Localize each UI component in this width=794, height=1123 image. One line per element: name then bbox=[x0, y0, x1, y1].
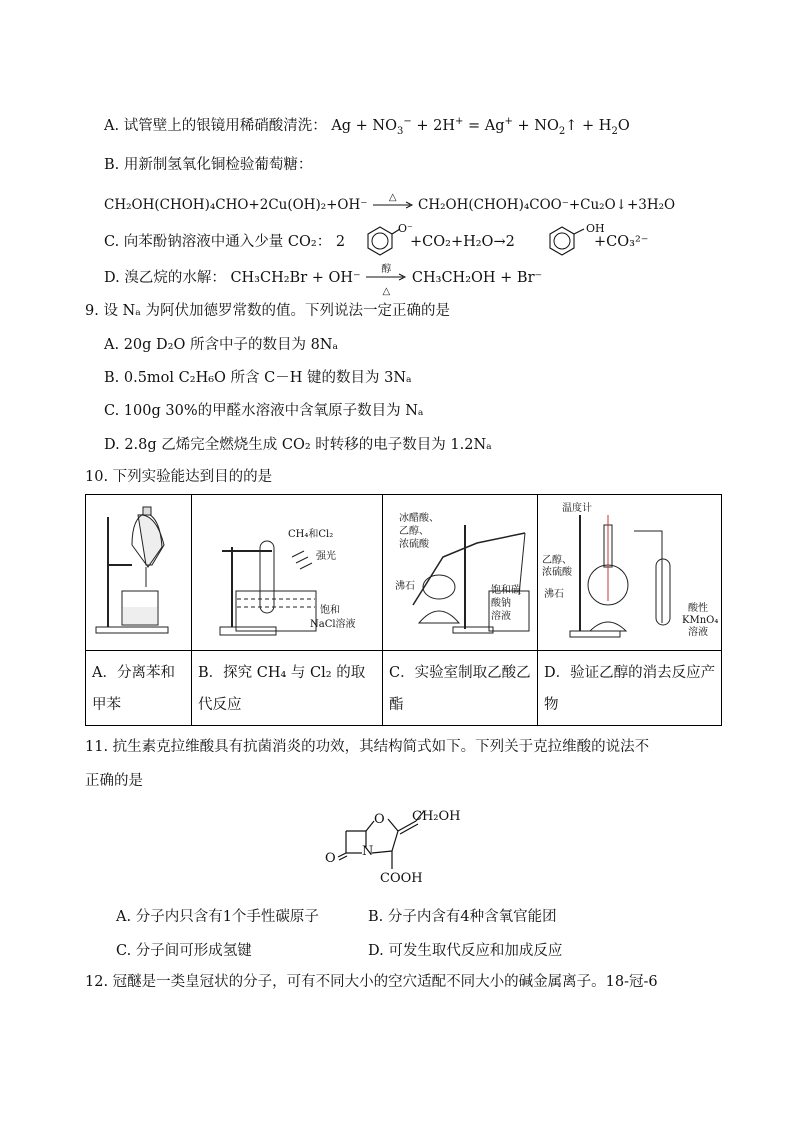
cell-d-label-4: 沸石 bbox=[544, 589, 564, 600]
struct-n-atom: N bbox=[362, 844, 374, 859]
cell-b-label-nacl: NaCl溶液 bbox=[310, 619, 356, 630]
q9-option-c: C. 100g 30%的甲醛水溶液中含氧原子数目为 Nₐ bbox=[104, 403, 424, 419]
cell-d-label-7: 溶液 bbox=[688, 627, 708, 638]
q11-option-c: C. 分子间可形成氢键 bbox=[116, 943, 252, 959]
cell-c-picture bbox=[383, 495, 538, 651]
q8-b-equation bbox=[104, 191, 676, 216]
phenol-oh-label: OH bbox=[586, 222, 605, 235]
phenoxide-ring-icon bbox=[358, 222, 402, 262]
q11-stem-line2: 正确的是 bbox=[85, 773, 143, 789]
q11-stem-line1: 11. 抗生素克拉维酸具有抗菌消炎的功效，其结构简式如下。下列关于克拉维酸的说法不 bbox=[85, 739, 650, 755]
cell-d-label-6: KMnO₄ bbox=[682, 615, 719, 626]
struct-ch2oh: CH₂OH bbox=[412, 809, 461, 824]
q8-a-equation: $Ag + NO_3^- + 2H^+ = Ag^+$ + $NO_2↑ + H_2O$ bbox=[331, 116, 630, 137]
q8-d-rhs: CH₃CH₂OH + Br⁻ bbox=[411, 270, 543, 286]
q9-option-b: B. 0.5mol C₂H₆O 所含 C－H 键的数目为 3Nₐ bbox=[104, 370, 412, 386]
cell-c-label-5: 饱和碳 bbox=[491, 585, 521, 596]
q8-c-end: +CO₃²⁻ bbox=[594, 234, 649, 250]
arrow-icon bbox=[365, 272, 407, 282]
q8-c-prefix: C. 向苯酚钠溶液中通入少量 CO₂： bbox=[104, 234, 332, 250]
q11-option-b: B. 分子内含有4种含氧官能团 bbox=[368, 909, 557, 925]
cell-d-label-2: 乙醇、 bbox=[542, 555, 572, 566]
q8-b-prefix: B. 用新制氢氧化铜检验葡萄糖： bbox=[104, 157, 313, 173]
cell-d-picture bbox=[538, 495, 722, 651]
cell-a-caption: A．分离苯和甲苯 bbox=[86, 651, 192, 726]
heat-arrow bbox=[372, 191, 414, 216]
q9-option-a: A. 20g D₂O 所含中子的数目为 8Nₐ bbox=[104, 337, 339, 353]
alcohol-condition: 醇 bbox=[381, 264, 392, 275]
coefficient: 2 bbox=[335, 234, 346, 250]
cell-d-label-1: 温度计 bbox=[562, 503, 592, 514]
struct-cooh: COOH bbox=[380, 871, 423, 886]
cell-d-label-5: 酸性 bbox=[688, 603, 708, 614]
cell-d-caption: D．验证乙醇的消去反应产物 bbox=[538, 651, 722, 726]
cell-b-label-sat: 饱和 bbox=[320, 605, 340, 616]
cell-c-label-1: 冰醋酸、 bbox=[399, 513, 439, 524]
cell-c-label-2: 乙醇、 bbox=[399, 526, 429, 537]
cell-d-label-3: 浓硫酸 bbox=[542, 567, 572, 578]
cell-c-label-7: 溶液 bbox=[491, 611, 511, 622]
cell-c-caption: C．实验室制取乙酸乙酯 bbox=[383, 651, 538, 726]
q8-a-prefix: A. 试管壁上的银镜用稀硝酸清洗： bbox=[104, 118, 327, 134]
cell-b-label-gas: CH₄和Cl₂ bbox=[288, 529, 334, 540]
q11-option-a: A. 分子内只含有1个手性碳原子 bbox=[116, 909, 319, 925]
q9-option-d: D. 2.8g 乙烯完全燃烧生成 CO₂ 时转移的电子数目为 1.2Nₐ bbox=[104, 437, 492, 453]
experiment-table bbox=[85, 494, 722, 726]
q8-option-b bbox=[104, 155, 312, 175]
phenoxide-label: O⁻ bbox=[398, 222, 413, 235]
cell-b-picture bbox=[192, 495, 383, 651]
q12-stem: 12. 冠醚是一类皇冠状的分子，可有不同大小的空穴适配不同大小的碱金属离子。18-冠-6 bbox=[85, 974, 658, 990]
cell-a-picture bbox=[86, 495, 192, 651]
struct-o-ring: O bbox=[374, 812, 385, 827]
q8-d-lhs: CH₃CH₂Br + OH⁻ bbox=[230, 270, 361, 286]
q11-option-d: D. 可发生取代反应和加成反应 bbox=[368, 943, 563, 959]
cell-b-label-light: 强光 bbox=[316, 551, 336, 562]
q8-option-a bbox=[104, 116, 630, 136]
heat-condition: △ bbox=[382, 286, 391, 297]
q9-stem: 9. 设 Nₐ 为阿伏加德罗常数的值。下列说法一定正确的是 bbox=[85, 303, 450, 319]
q8-c-mid: +CO₂+H₂O→2 bbox=[410, 234, 515, 250]
cell-c-label-6: 酸钠 bbox=[491, 598, 511, 609]
alcohol-heat-arrow bbox=[365, 264, 407, 297]
q8-b-rhs: CH₂OH(CHOH)₄COO⁻+Cu₂O↓+3H₂O bbox=[418, 197, 676, 213]
q8-option-c bbox=[104, 232, 345, 252]
struct-o-keto: O bbox=[325, 851, 336, 866]
q8-d-prefix: D. 溴乙烷的水解： bbox=[104, 270, 226, 286]
q10-stem: 10. 下列实验能达到目的的是 bbox=[85, 469, 273, 485]
q8-b-lhs: CH₂OH(CHOH)₄CHO+2Cu(OH)₂+OH⁻ bbox=[104, 197, 368, 213]
separatory-funnel-icon bbox=[86, 495, 191, 650]
arrow-icon bbox=[372, 200, 414, 210]
q8-option-d bbox=[104, 264, 543, 297]
heat-condition: △ bbox=[388, 191, 397, 203]
cell-b-caption: B．探究 CH₄ 与 Cl₂ 的取代反应 bbox=[192, 651, 383, 726]
cell-c-label-4: 沸石 bbox=[395, 581, 415, 592]
cell-c-label-3: 浓硫酸 bbox=[399, 539, 429, 550]
